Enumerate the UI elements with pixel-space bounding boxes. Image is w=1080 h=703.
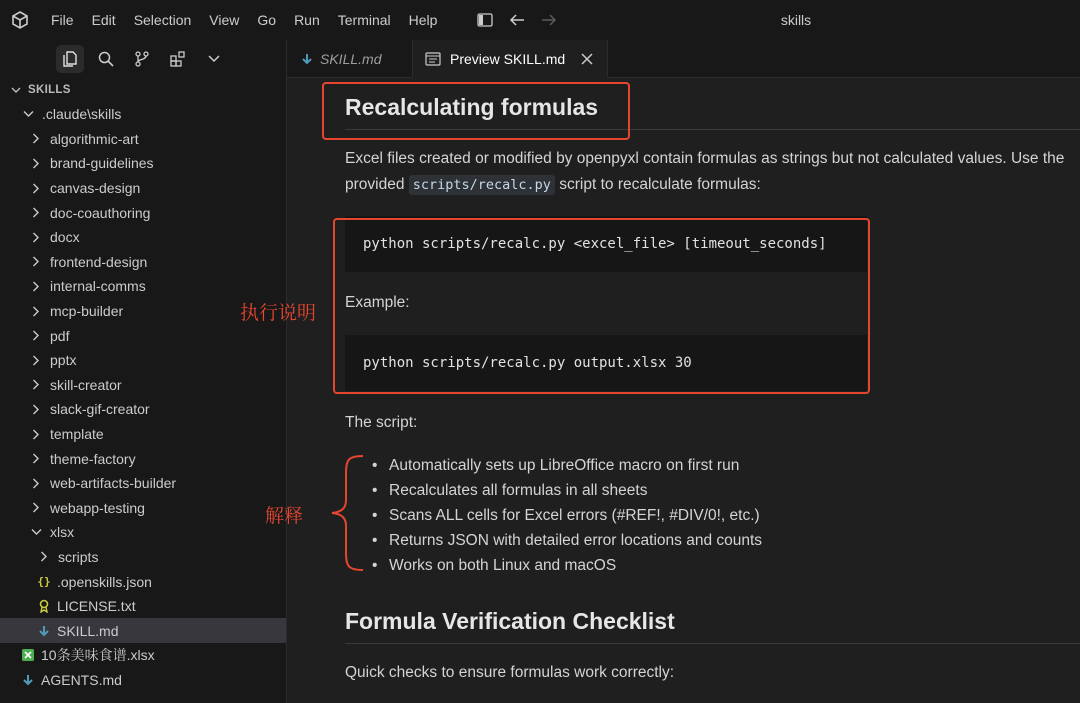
- menu-selection[interactable]: Selection: [133, 12, 192, 28]
- tree-item-label: scripts: [58, 548, 99, 565]
- search-icon[interactable]: [92, 45, 120, 73]
- preview-icon: [425, 52, 441, 66]
- chevron-right-icon: [28, 256, 44, 267]
- tree-item-label: .openskills.json: [57, 573, 152, 590]
- tree-item[interactable]: [0, 471, 286, 496]
- tree-item-label: SKILL.md: [57, 622, 119, 639]
- source-control-icon[interactable]: [128, 45, 156, 73]
- chevron-right-icon: [28, 502, 44, 513]
- tree-item-label: theme-factory: [50, 450, 136, 467]
- menu-view[interactable]: View: [209, 12, 240, 28]
- markdown-file-icon: [299, 53, 315, 65]
- heading-recalculating-formulas: Recalculating formulas: [345, 94, 1080, 130]
- menu-terminal[interactable]: Terminal: [337, 12, 391, 28]
- tree-item[interactable]: [0, 569, 286, 594]
- tree-item-label: xlsx: [50, 524, 75, 541]
- tree-item[interactable]: [0, 545, 286, 570]
- tree-item-label: template: [50, 426, 104, 443]
- tree-item-label: AGENTS.md: [41, 671, 122, 688]
- chevron-down-icon: [28, 528, 44, 536]
- list-item: • Returns JSON with detailed error locations and counts: [345, 528, 1045, 553]
- tree-item-label: 10条美味食谱.xlsx: [41, 647, 155, 664]
- close-icon[interactable]: [579, 51, 595, 67]
- file-tree: [0, 102, 286, 692]
- tree-item[interactable]: [0, 200, 286, 225]
- tab-skill-md[interactable]: [287, 40, 413, 78]
- chevron-right-icon: [28, 281, 44, 292]
- chevron-down-icon[interactable]: [200, 45, 228, 73]
- chevron-right-icon: [28, 330, 44, 341]
- tree-item[interactable]: [0, 102, 286, 127]
- tree-item[interactable]: [0, 496, 286, 521]
- tab-preview-skill-md[interactable]: [413, 40, 608, 78]
- annotation-label-explain: 解释: [265, 505, 304, 527]
- chevron-right-icon: [28, 453, 44, 464]
- annotation-brace: [328, 452, 368, 574]
- menu-go[interactable]: Go: [257, 12, 277, 28]
- tree-item[interactable]: [0, 668, 286, 693]
- chevron-right-icon: [28, 379, 44, 390]
- chevron-right-icon: [28, 355, 44, 366]
- tab-label: Preview SKILL.md: [450, 51, 566, 67]
- chevron-right-icon: [36, 551, 52, 562]
- tree-item[interactable]: [0, 520, 286, 545]
- menu-help[interactable]: Help: [408, 12, 438, 28]
- feature-list: [345, 453, 1045, 578]
- code-block-example: python scripts/recalc.py output.xlsx 30: [345, 335, 867, 391]
- chevron-right-icon: [28, 158, 44, 169]
- list-item: • Scans ALL cells for Excel errors (#REF!, #DIV/0!, etc.): [345, 503, 1045, 528]
- tree-item[interactable]: [0, 618, 286, 643]
- tree-item-label: webapp-testing: [50, 499, 145, 516]
- chevron-right-icon: [28, 478, 44, 489]
- toggle-sidebar-icon[interactable]: [472, 7, 498, 33]
- tree-item-label: mcp-builder: [50, 303, 124, 320]
- tree-item-label: web-artifacts-builder: [50, 475, 177, 492]
- tree-item-label: doc-coauthoring: [50, 204, 151, 221]
- tab-label: SKILL.md: [320, 51, 382, 67]
- checklist-intro: Quick checks to ensure formulas work correctly:: [345, 664, 675, 681]
- explorer-sidebar: [0, 40, 287, 703]
- json-file-icon: {}: [37, 575, 51, 589]
- tree-item-label: canvas-design: [50, 180, 141, 197]
- chevron-right-icon: [28, 429, 44, 440]
- tree-item[interactable]: [0, 446, 286, 471]
- tree-item[interactable]: [0, 250, 286, 275]
- tree-item-label: LICENSE.txt: [57, 598, 136, 615]
- tree-item[interactable]: [0, 323, 286, 348]
- menu-edit[interactable]: Edit: [91, 12, 116, 28]
- markdown-preview: [287, 78, 1080, 703]
- tree-item[interactable]: [0, 348, 286, 373]
- tree-item-label: internal-comms: [50, 278, 146, 295]
- chevron-right-icon: [28, 183, 44, 194]
- tree-item[interactable]: [0, 397, 286, 422]
- tree-item-label: skill-creator: [50, 376, 122, 393]
- chevron-down-icon: [8, 87, 24, 94]
- tree-item-label: slack-gif-creator: [50, 401, 150, 418]
- list-item: • Automatically sets up LibreOffice macro on first run: [345, 453, 1045, 478]
- chevron-right-icon: [28, 232, 44, 243]
- chevron-down-icon: [20, 110, 36, 118]
- list-item: • Works on both Linux and macOS: [345, 553, 1045, 578]
- tree-item[interactable]: [0, 643, 286, 668]
- chevron-right-icon: [28, 207, 44, 218]
- tree-item[interactable]: [0, 151, 286, 176]
- tree-item-label: algorithmic-art: [50, 130, 139, 147]
- chevron-right-icon: [28, 306, 44, 317]
- tree-item[interactable]: [0, 225, 286, 250]
- explorer-files-icon[interactable]: [56, 45, 84, 73]
- explorer-section-title: SKILLS: [28, 84, 71, 96]
- excel-file-icon: [20, 648, 36, 662]
- sidebar-action-bar: [0, 40, 286, 78]
- explorer-section-header[interactable]: [0, 78, 286, 102]
- markdown-file-icon: [36, 625, 52, 637]
- tree-item[interactable]: [0, 373, 286, 398]
- tree-item-label: pptx: [50, 352, 77, 369]
- title-bar: [0, 0, 1080, 40]
- tree-item-label: frontend-design: [50, 253, 148, 270]
- editor-tab-bar: [287, 40, 1080, 78]
- tree-item[interactable]: [0, 274, 286, 299]
- chevron-right-icon: [28, 404, 44, 415]
- extensions-icon[interactable]: [164, 45, 192, 73]
- code-block-usage: python scripts/recalc.py <excel_file> [timeout_seconds]: [345, 216, 867, 272]
- menu-run[interactable]: Run: [294, 12, 320, 28]
- back-arrow-icon[interactable]: [504, 7, 530, 33]
- inline-code-recalc: scripts/recalc.py: [409, 175, 555, 195]
- forward-arrow-icon[interactable]: [536, 7, 562, 33]
- tree-item[interactable]: [0, 176, 286, 201]
- heading-formula-verification: Formula Verification Checklist: [345, 608, 1080, 644]
- intro-paragraph: Excel files created or modified by openpyxl contain formulas as strings but not calculated values. Use the provided scripts/recalc.py script to recalculate formulas:: [345, 150, 1065, 193]
- menu-file[interactable]: File: [51, 12, 74, 28]
- tree-item-label: docx: [50, 229, 80, 246]
- list-item: • Recalculates all formulas in all sheets: [345, 478, 1045, 503]
- tree-item[interactable]: [0, 594, 286, 619]
- window-title: skills: [780, 12, 812, 28]
- example-label: Example:: [345, 294, 410, 311]
- annotation-label-exec: 执行说明: [240, 302, 317, 324]
- tree-item-label: .claude\skills: [42, 106, 122, 123]
- chevron-right-icon: [28, 133, 44, 144]
- license-file-icon: [36, 599, 52, 613]
- tree-item[interactable]: [0, 422, 286, 447]
- tree-item[interactable]: [0, 127, 286, 152]
- script-label: The script:: [345, 414, 418, 431]
- markdown-file-icon: [20, 674, 36, 686]
- tree-item-label: brand-guidelines: [50, 155, 154, 172]
- app-logo-icon: [10, 10, 30, 30]
- tree-item-label: pdf: [50, 327, 70, 344]
